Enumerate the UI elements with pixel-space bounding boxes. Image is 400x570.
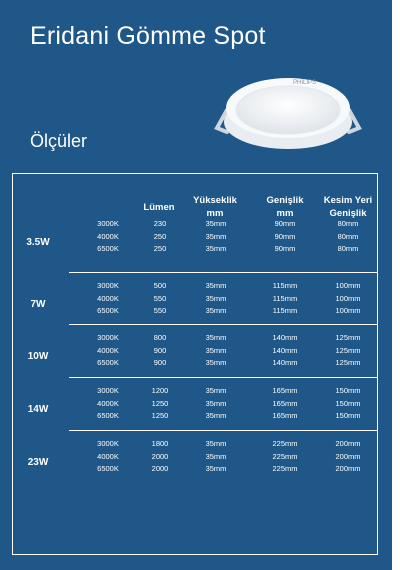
cell-cct: 3000K (97, 281, 119, 290)
cell-height: 35mm (205, 464, 227, 473)
specs-table (12, 173, 378, 555)
cell-height: 35mm (205, 345, 227, 355)
cell-width: 165mm (272, 411, 298, 420)
cell-height: 35mm (205, 244, 227, 253)
cell-cct: 3000K (97, 219, 119, 228)
cell-height: 35mm (205, 281, 227, 290)
cell-height: 35mm (205, 293, 227, 303)
cell-width: 225mm (272, 439, 298, 448)
cell-lumen: 1250 (151, 411, 169, 420)
cell-lumen: 550 (153, 293, 167, 303)
cell-height: 35mm (205, 306, 227, 315)
section-title: Ölçüler (30, 131, 88, 151)
wattage-label: 23W (27, 457, 49, 468)
cell-cutout: 100mm (335, 293, 361, 303)
table-row (13, 281, 377, 293)
group-divider (69, 430, 377, 431)
cell-height: 35mm (205, 411, 227, 420)
cell-cct: 4000K (97, 345, 119, 355)
wattage-group (13, 439, 377, 489)
header-width: Genişlik mm (266, 195, 304, 219)
cell-cutout: 80mm (337, 244, 359, 253)
cell-width: 90mm (274, 231, 296, 241)
cell-height: 35mm (205, 231, 227, 241)
cell-width: 140mm (272, 333, 298, 342)
header-lumen: Lümen (143, 202, 175, 213)
cell-width: 225mm (272, 464, 298, 473)
wattage-group (13, 386, 377, 436)
cell-width: 140mm (272, 345, 298, 355)
cell-cutout: 125mm (335, 358, 361, 367)
cell-cct: 6500K (97, 306, 119, 315)
cell-width: 90mm (274, 244, 296, 253)
wattage-label: 7W (30, 299, 46, 310)
header-height: Yükseklik mm (193, 195, 237, 219)
cell-cutout: 80mm (337, 231, 359, 241)
brand-logo: PHILIPS (293, 80, 317, 86)
cell-cutout: 200mm (335, 451, 361, 461)
downlight-product-image (213, 68, 363, 152)
table-row (13, 244, 377, 256)
cell-cutout: 150mm (335, 411, 361, 420)
page-title: Eridani Gömme Spot (30, 22, 266, 50)
cell-lumen: 500 (153, 281, 167, 290)
cell-cutout: 150mm (335, 386, 361, 395)
cell-lumen: 2000 (151, 451, 169, 461)
cell-cutout: 125mm (335, 333, 361, 342)
cell-width: 90mm (274, 219, 296, 228)
table-row (13, 399, 377, 411)
header-cutout: Kesim Yeri Genişlik (323, 195, 373, 219)
table-row (13, 386, 377, 398)
wattage-group (13, 333, 377, 383)
group-divider (69, 377, 377, 378)
cell-cutout: 150mm (335, 398, 361, 408)
cell-lumen: 1800 (151, 439, 169, 448)
cell-lumen: 250 (153, 231, 167, 241)
cell-cutout: 100mm (335, 281, 361, 290)
cell-width: 165mm (272, 398, 298, 408)
cell-height: 35mm (205, 398, 227, 408)
cell-cct: 4000K (97, 398, 119, 408)
cell-lumen: 1250 (151, 398, 169, 408)
table-row (13, 219, 377, 231)
wattage-label: 3.5W (26, 237, 50, 248)
cell-cct: 6500K (97, 411, 119, 420)
cell-cutout: 125mm (335, 345, 361, 355)
cell-lumen: 800 (153, 333, 167, 342)
table-row (13, 232, 377, 244)
cell-lumen: 250 (153, 244, 167, 253)
cell-lumen: 900 (153, 358, 167, 367)
cell-height: 35mm (205, 386, 227, 395)
cell-lumen: 2000 (151, 464, 169, 473)
cell-lumen: 230 (153, 219, 167, 228)
cell-cct: 4000K (97, 231, 119, 241)
table-row (13, 358, 377, 370)
wattage-group (13, 219, 377, 269)
cell-cct: 4000K (97, 451, 119, 461)
cell-width: 115mm (272, 293, 298, 303)
cell-cutout: 200mm (335, 464, 361, 473)
cell-height: 35mm (205, 333, 227, 342)
table-row (13, 411, 377, 423)
cell-cct: 3000K (97, 439, 119, 448)
cell-lumen: 1200 (151, 386, 169, 395)
table-row (13, 464, 377, 476)
cell-cutout: 80mm (337, 219, 359, 228)
cell-cct: 6500K (97, 244, 119, 253)
table-row (13, 294, 377, 306)
cell-cct: 3000K (97, 386, 119, 395)
cell-width: 165mm (272, 386, 298, 395)
cell-width: 115mm (272, 281, 298, 290)
table-row (13, 439, 377, 451)
cell-cct: 3000K (97, 333, 119, 342)
cell-cct: 4000K (97, 293, 119, 303)
cell-width: 140mm (272, 358, 298, 367)
cell-height: 35mm (205, 439, 227, 448)
table-row (13, 452, 377, 464)
table-row (13, 333, 377, 345)
cell-cutout: 100mm (335, 306, 361, 315)
wattage-label: 14W (27, 404, 49, 415)
table-row (13, 346, 377, 358)
group-divider (69, 272, 377, 273)
group-divider (69, 324, 377, 325)
cell-cct: 6500K (97, 358, 119, 367)
cell-height: 35mm (205, 219, 227, 228)
cell-lumen: 550 (153, 306, 167, 315)
cell-cutout: 200mm (335, 439, 361, 448)
cell-width: 225mm (272, 451, 298, 461)
wattage-label: 10W (27, 351, 49, 362)
cell-lumen: 900 (153, 345, 167, 355)
cell-height: 35mm (205, 451, 227, 461)
cell-cct: 6500K (97, 464, 119, 473)
cell-width: 115mm (272, 306, 298, 315)
cell-height: 35mm (205, 358, 227, 367)
table-row (13, 306, 377, 318)
